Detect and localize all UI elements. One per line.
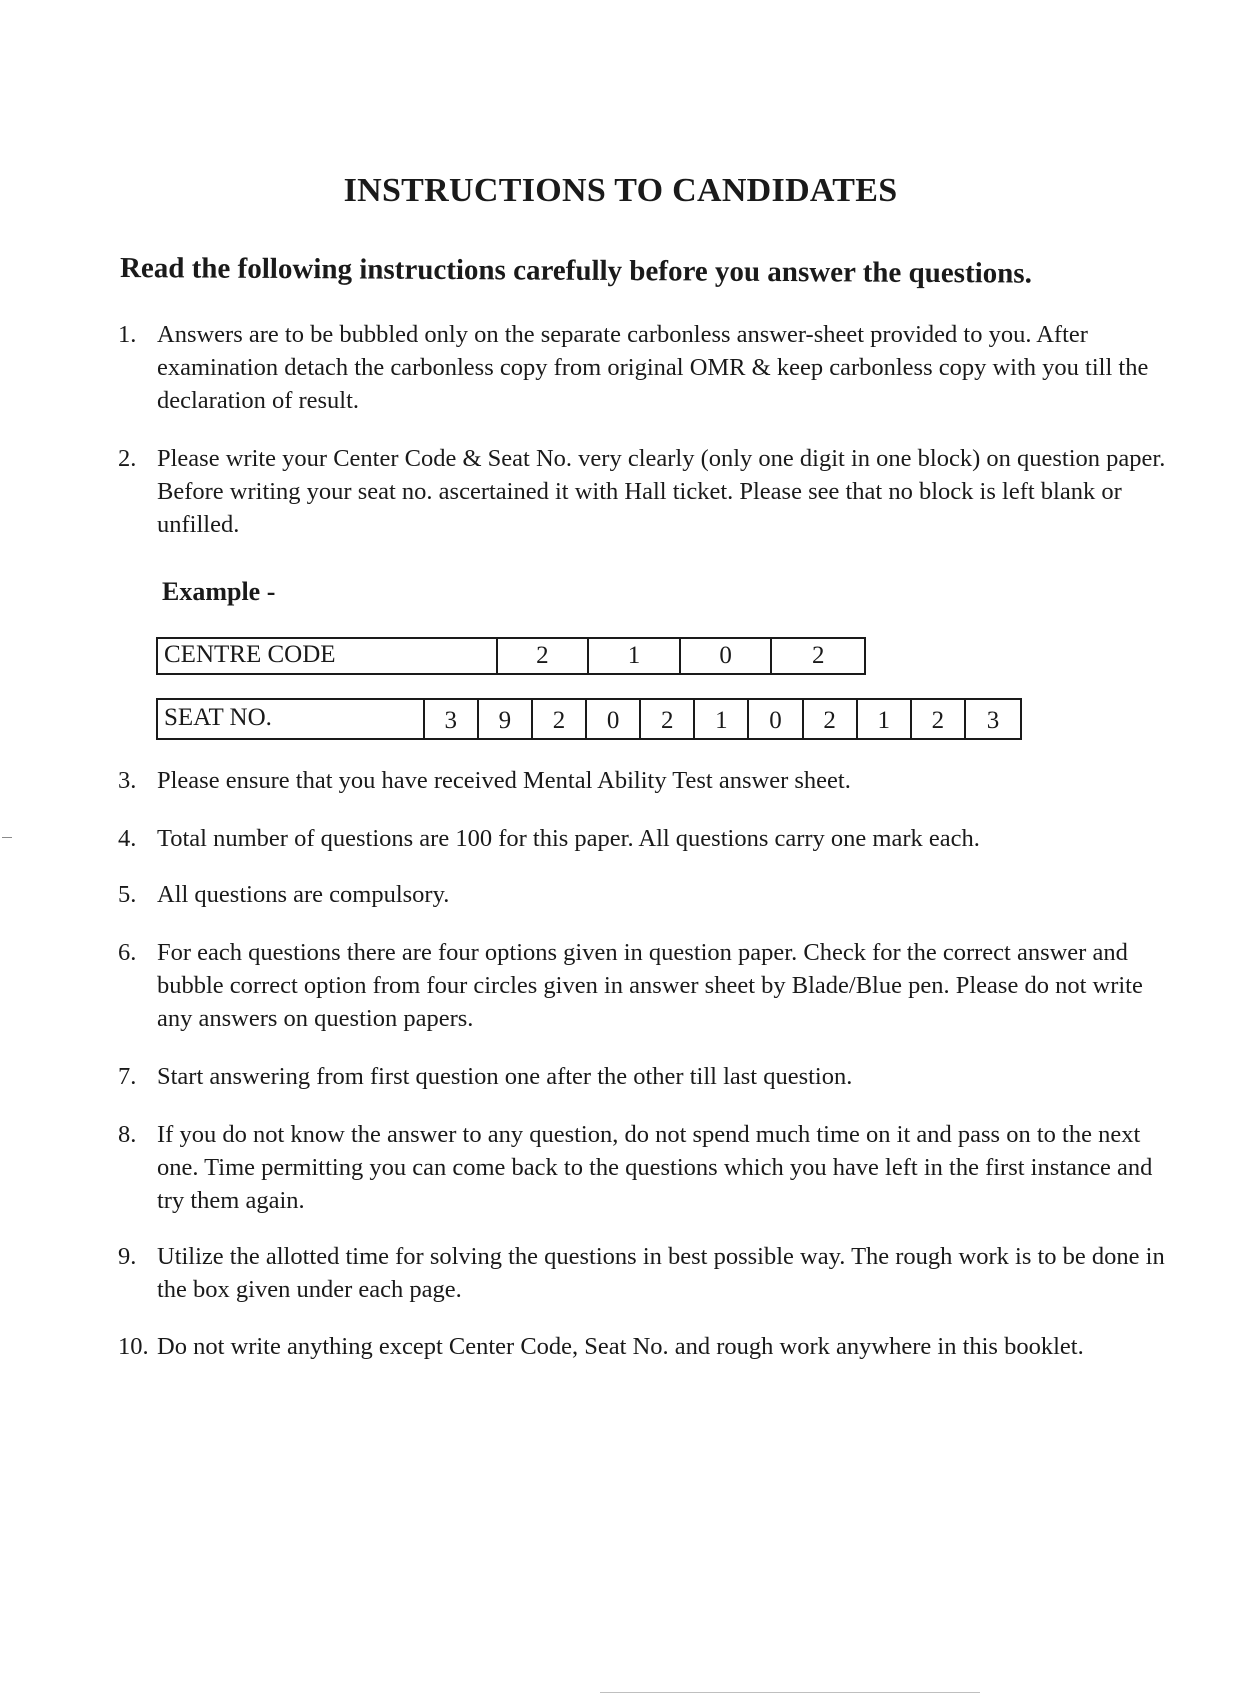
instruction-number: 5. (118, 881, 137, 908)
instruction-number: 3. (118, 767, 137, 794)
instruction-item-3 (118, 764, 1168, 797)
seat-no-digit: 0 (749, 700, 803, 738)
centre-code-digit: 1 (589, 639, 681, 673)
seat-no-digit: 3 (986, 707, 1000, 734)
instruction-item-1 (118, 318, 1168, 417)
seat-no-digit: 2 (912, 700, 966, 738)
instruction-text: For each questions there are four options given in question paper. Check for the correct answer and bubble correct option from four circles given in answer sheet by Blade/Blue pen. Please do not write any answers on question papers. (157, 939, 1143, 1032)
instruction-number: 9. (118, 1243, 137, 1270)
instruction-text: Total number of questions are 100 for this paper. All questions carry one mark each. (157, 825, 980, 852)
seat-no-label: SEAT NO. (158, 700, 425, 738)
seat-no-digit: 1 (858, 700, 912, 738)
page-subtitle: Read the following instructions carefully before you answer the questions. (119, 252, 1032, 290)
centre-code-box (156, 637, 866, 675)
instruction-item-4 (118, 822, 1168, 855)
instruction-text: Start answering from first question one after the other till last question. (157, 1063, 853, 1090)
seat-no-digit: 3 (425, 700, 479, 738)
seat-no-digit: 0 (587, 700, 641, 738)
instruction-number: 7. (118, 1063, 137, 1090)
instruction-number: 1. (118, 321, 137, 348)
seat-no-digit: 2 (641, 700, 695, 738)
instruction-item-7 (118, 1060, 1168, 1093)
instruction-text: All questions are compulsory. (157, 881, 450, 908)
instruction-number: 10. (118, 1333, 149, 1360)
instruction-text: If you do not know the answer to any question, do not spend much time on it and pass on to the next one. Time permitting you can come back to the questions which you have left in the first instance and try them again. (157, 1121, 1153, 1214)
seat-no-box (156, 698, 1022, 740)
seat-no-digit: 1 (695, 700, 749, 738)
instruction-item-6 (118, 936, 1168, 1035)
example-label: Example - (162, 577, 276, 606)
instruction-text: Utilize the allotted time for solving the questions in best possible way. The rough work is to be done in the box given under each page. (157, 1243, 1165, 1303)
seat-no-digit: 2 (533, 700, 587, 738)
instruction-text: Do not write anything except Center Code, Seat No. and rough work anywhere in this booklet. (157, 1333, 1084, 1360)
instruction-item-10 (118, 1330, 1168, 1363)
instruction-number: 4. (118, 825, 137, 852)
centre-code-label: CENTRE CODE (158, 639, 498, 673)
scan-bottom-line (600, 1692, 980, 1693)
instruction-number: 2. (118, 445, 137, 472)
instruction-item-9 (118, 1240, 1168, 1306)
centre-code-digit: 2 (498, 639, 590, 673)
instruction-text: Please write your Center Code & Seat No. very clearly (only one digit in one block) on question paper. Before writing your seat no. ascertained it with Hall ticket. Please see that no block is left blank or unfilled. (157, 445, 1166, 538)
seat-no-digit: 9 (479, 700, 533, 738)
instruction-item-8 (118, 1118, 1168, 1217)
scan-edge-mark (2, 837, 12, 838)
instruction-item-2 (118, 442, 1168, 541)
instruction-text: Please ensure that you have received Mental Ability Test answer sheet. (157, 767, 851, 794)
centre-code-digit: 0 (681, 639, 773, 673)
seat-no-digit: 2 (804, 700, 858, 738)
instruction-number: 6. (118, 939, 137, 966)
instruction-item-5 (118, 878, 1168, 911)
page-title: INSTRUCTIONS TO CANDIDATES (343, 172, 898, 209)
centre-code-digit: 2 (811, 642, 825, 669)
instruction-number: 8. (118, 1121, 137, 1148)
instruction-text: Answers are to be bubbled only on the separate carbonless answer-sheet provided to you. After examination detach the carbonless copy from original OMR & keep carbonless copy with you till the declaration of result. (157, 321, 1149, 414)
